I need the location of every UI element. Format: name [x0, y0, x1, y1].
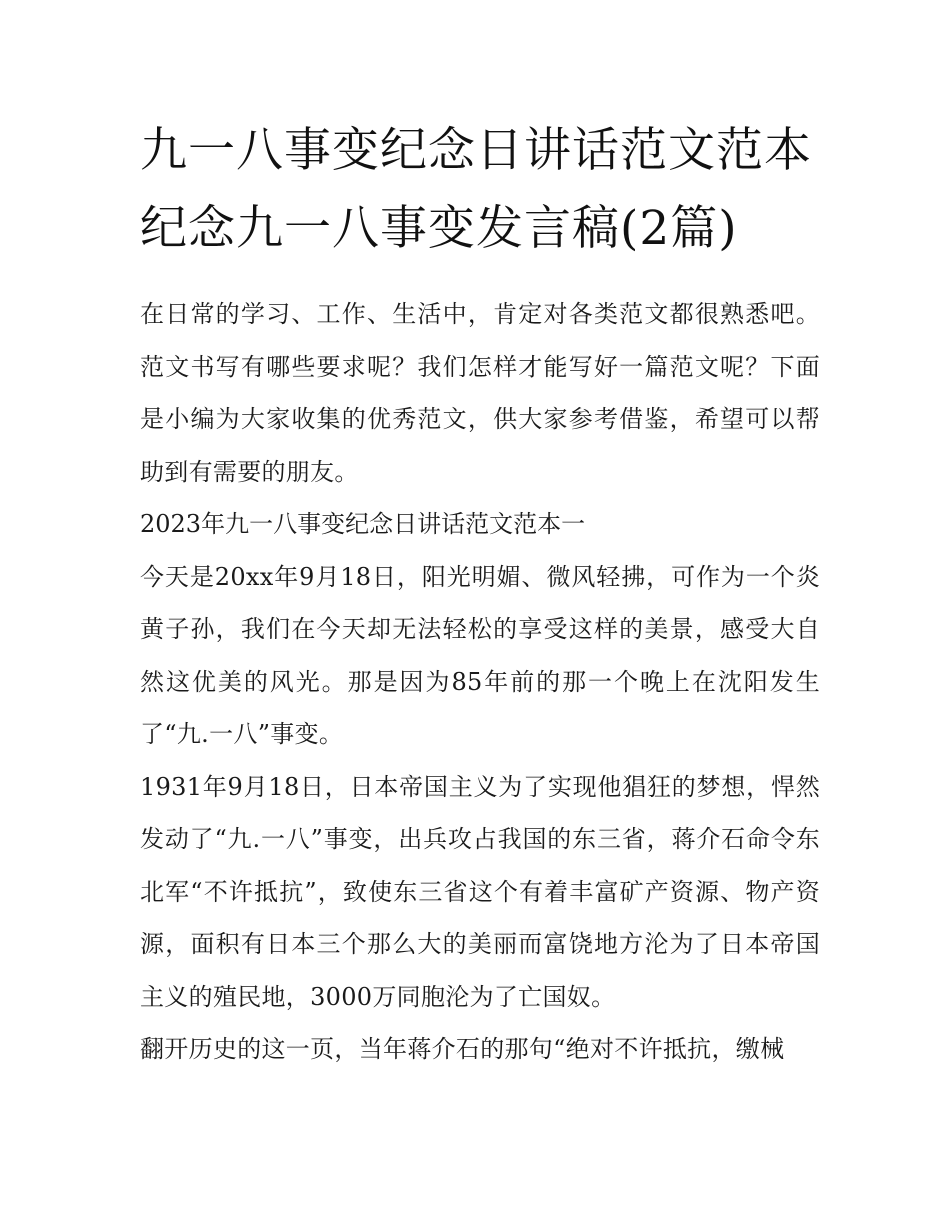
- body-paragraph-2: 1931年9月18日，日本帝国主义为了实现他猖狂的梦想，悍然发动了“九.一八”事变，出兵攻占我国的东三省，蒋介石命令东北军“不许抵抗”，致使东三省这个有着丰富矿产资源、物产资源，面积有日本三个那么大的美丽而富饶地方沦为了日本帝国主义的殖民地，3000万同胞沦为了亡国奴。: [140, 772, 820, 1011]
- document-title: 九一八事变纪念日讲话范文范本 纪念九一八事变发言稿(2篇): [140, 123, 812, 256]
- section-heading: 2023年九一八事变纪念日讲话范文范本一: [140, 510, 586, 538]
- document-page: [140, 112, 820, 1076]
- body-paragraph-1: 今天是20xx年9月18日，阳光明媚、微风轻拂，可作为一个炎黄子孙，我们在今天却无法轻松的享受这样的美景，感受大自然这优美的风光。那是因为85年前的那一个晚上在沈阳发生了“九.一八”事变。: [140, 562, 820, 748]
- body-paragraph-3: 翻开历史的这一页，当年蒋介石的那句“绝对不许抵抗，缴械: [140, 1035, 785, 1063]
- document-body: [140, 288, 820, 1076]
- intro-paragraph: 在日常的学习、工作、生活中，肯定对各类范文都很熟悉吧。范文书写有哪些要求呢？我们怎样才能写好一篇范文呢？下面是小编为大家收集的优秀范文，供大家参考借鉴，希望可以帮助到有需要的朋友。: [140, 300, 820, 486]
